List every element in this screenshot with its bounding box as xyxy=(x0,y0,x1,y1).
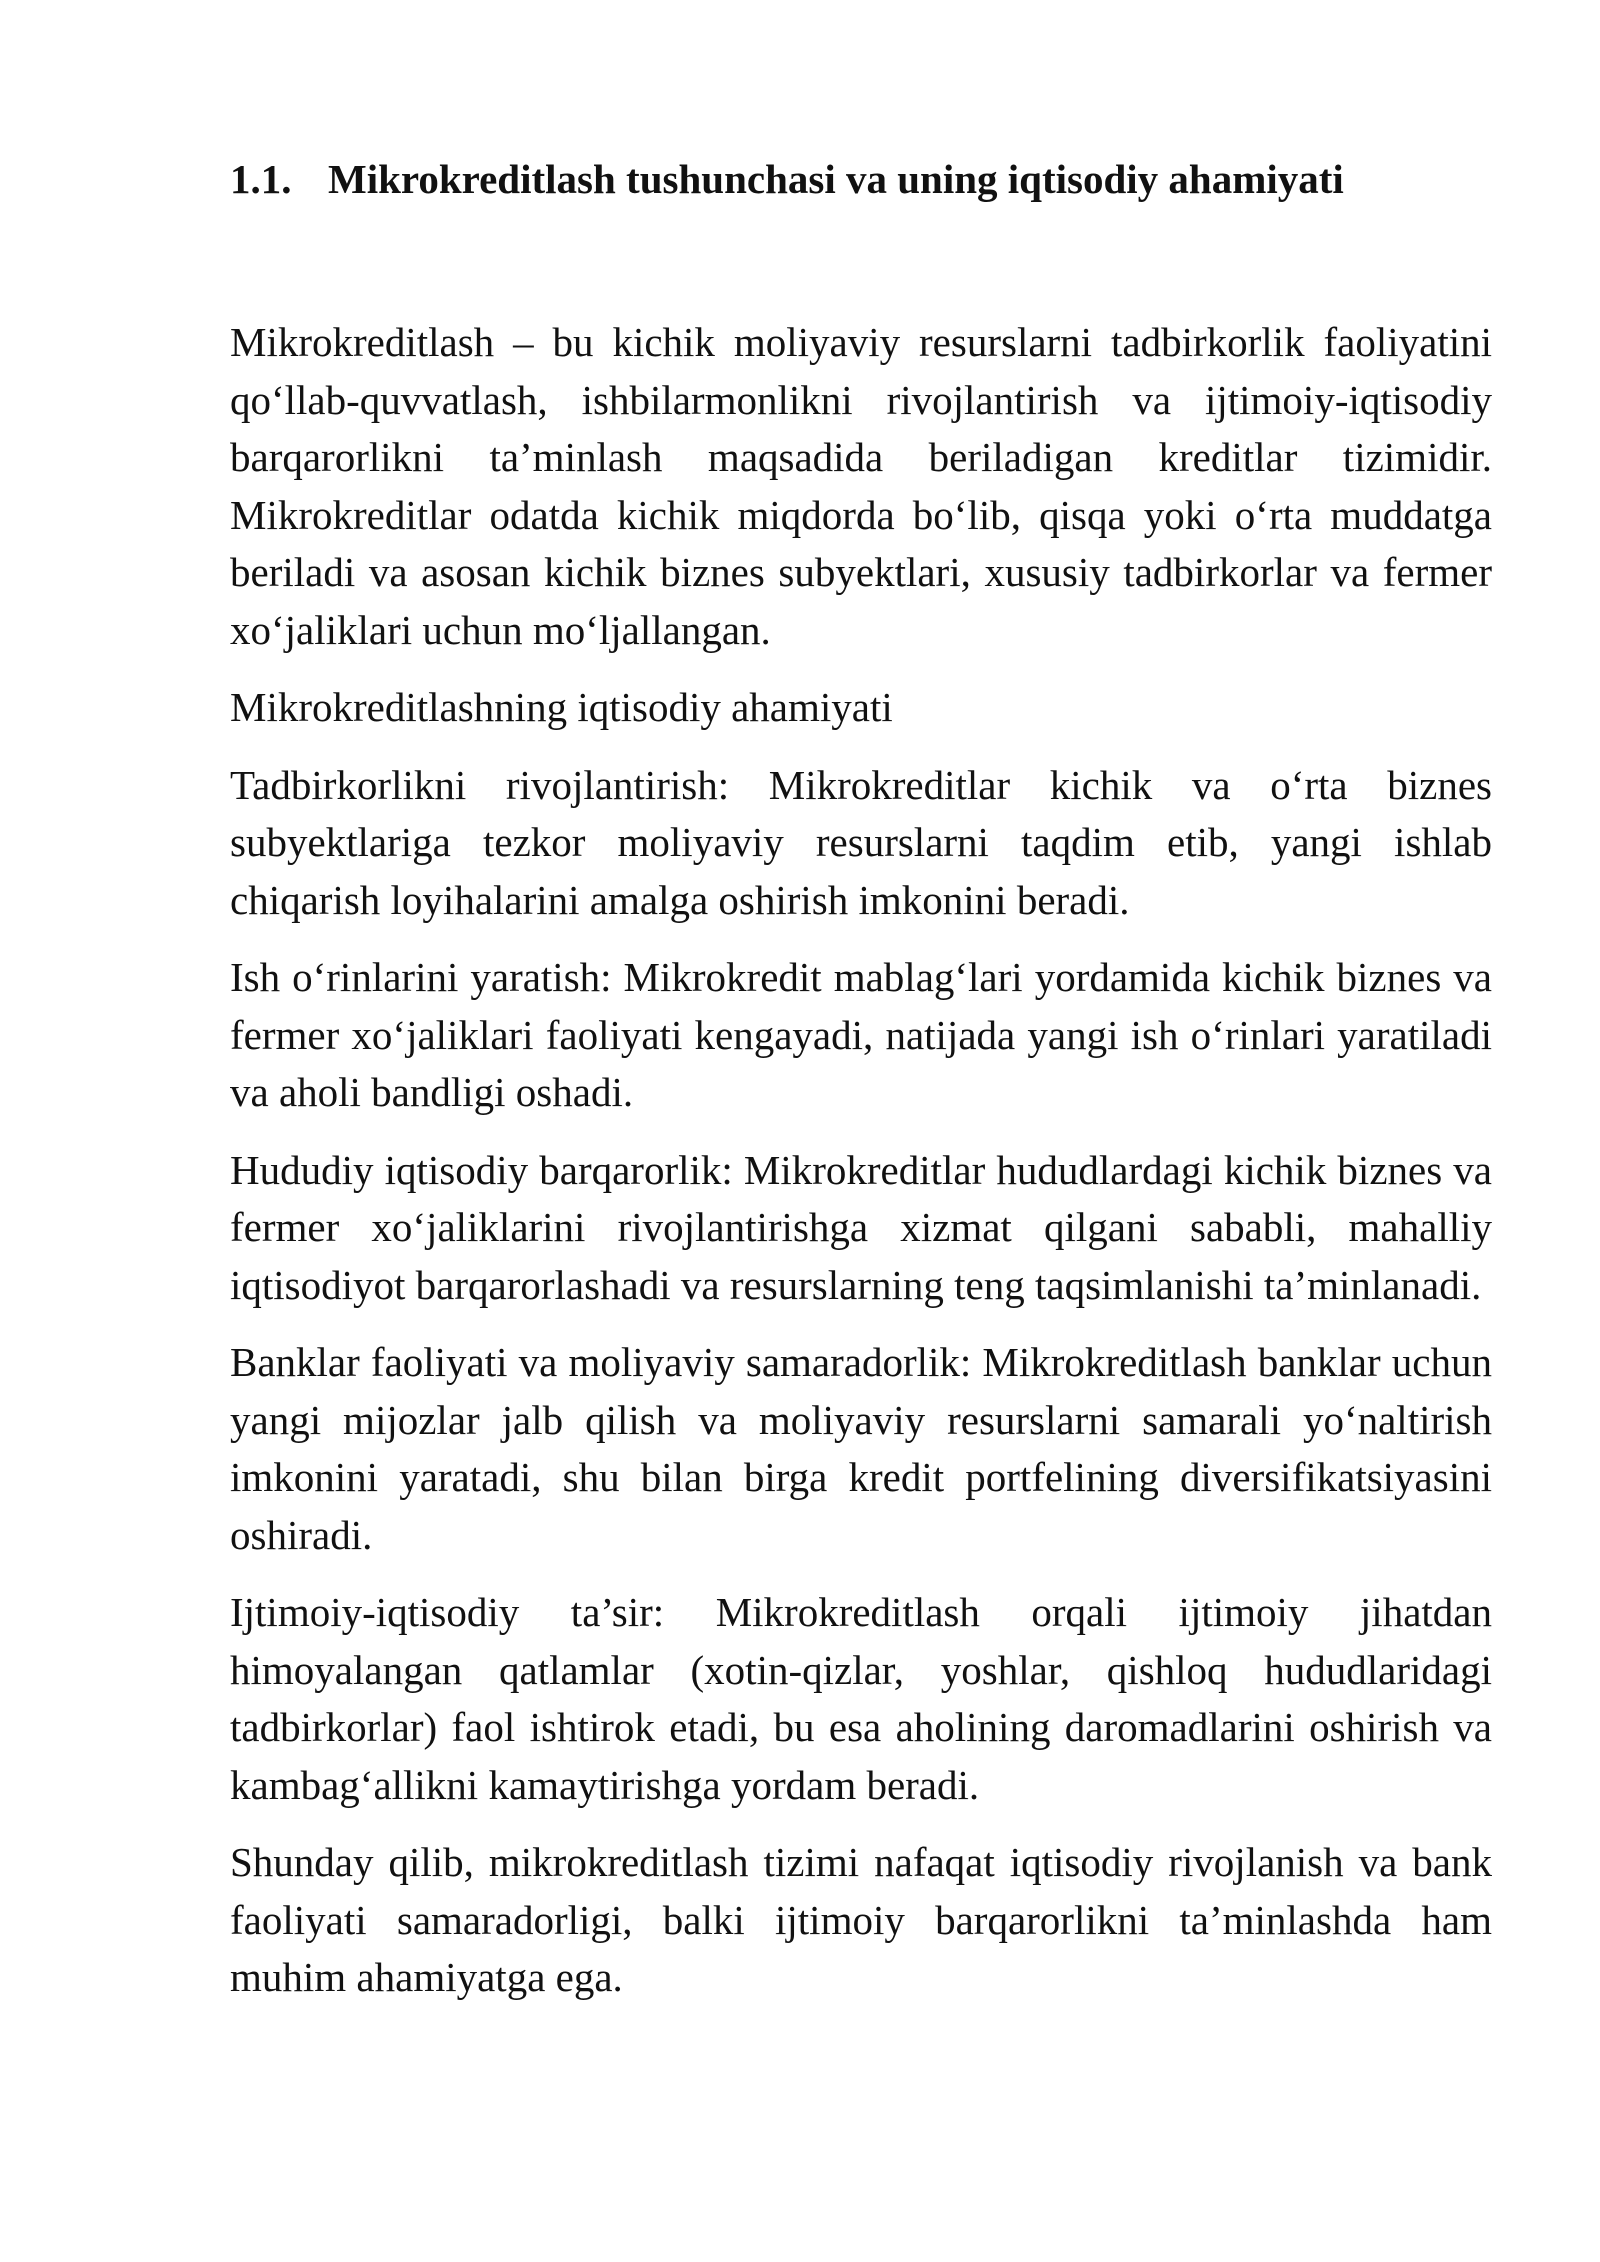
paragraph-conclusion: Shunday qilib, mikrokreditlash tizimi nafaqat iqtisodiy rivojlanish va bank faoliyati samaradorligi, balki ijtimoiy barqarorlikni ta’minlashda ham muhim ahamiyatga ega. xyxy=(230,1839,1492,2000)
document-body xyxy=(230,150,1492,2027)
paragraph-banks: Banklar faoliyati va moliyaviy samaradorlik: Mikrokreditlash banklar uchun yangi mijozlar jalb qilish va moliyaviy resurslarni samarali yo‘naltirish imkonini yaratadi, shu bilan birga kredit portfelining diversifikatsiyasini oshiradi. xyxy=(230,1339,1492,1558)
paragraph-definition: Mikrokreditlash – bu kichik moliyaviy resurslarni tadbirkorlik faoliyatini qo‘llab-quvvatlash, ishbilarmonlikni rivojlantirish va ijtimoiy-iqtisodiy barqarorlikni ta’minlash maqsadida beriladigan kreditlar tizimidir. Mikrokreditlar odatda kichik miqdorda bo‘lib, qisqa yoki o‘rta muddatga beriladi va asosan kichik biznes subyektlari, xususiy tadbirkorlar va fermer xo‘jaliklari uchun mo‘ljallangan. xyxy=(230,319,1492,653)
paragraph-jobs: Ish o‘rinlarini yaratish: Mikrokredit mablag‘lari yordamida kichik biznes va fermer xo‘jaliklari faoliyati kengayadi, natijada yangi ish o‘rinlari yaratiladi va aholi bandligi oshadi. xyxy=(230,954,1492,1115)
paragraph-regional-stability: Hududiy iqtisodiy barqarorlik: Mikrokreditlar hududlardagi kichik biznes va fermer xo‘jaliklarini rivojlantirishga xizmat qilgani sababli, mahalliy iqtisodiyot barqarorlashadi va resurslarning teng taqsimlanishi ta’minlanadi. xyxy=(230,1146,1492,1308)
section-heading xyxy=(230,150,1492,208)
paragraph-entrepreneurship: Tadbirkorlikni rivojlantirish: Mikrokreditlar kichik va o‘rta biznes subyektlariga tezkor moliyaviy resurslarni taqdim etib, yangi ishlab chiqarish loyihalarini amalga oshirish imkonini beradi. xyxy=(230,761,1492,923)
section-title: Mikrokreditlash tushunchasi va uning iqtisodiy ahamiyati xyxy=(328,156,1344,202)
paragraph-subheading: Mikrokreditlashning iqtisodiy ahamiyati xyxy=(230,684,893,730)
section-number: 1.1. xyxy=(230,156,292,202)
paragraph-social-impact: Ijtimoiy-iqtisodiy ta’sir: Mikrokreditlash orqali ijtimoiy jihatdan himoyalangan qatlamlar (xotin-qizlar, yoshlar, qishloq hududlaridagi tadbirkorlar) faol ishtirok etadi, bu esa aholining daromadlarini oshirish va kambag‘allikni kamaytirishga yordam beradi. xyxy=(230,1589,1492,1808)
